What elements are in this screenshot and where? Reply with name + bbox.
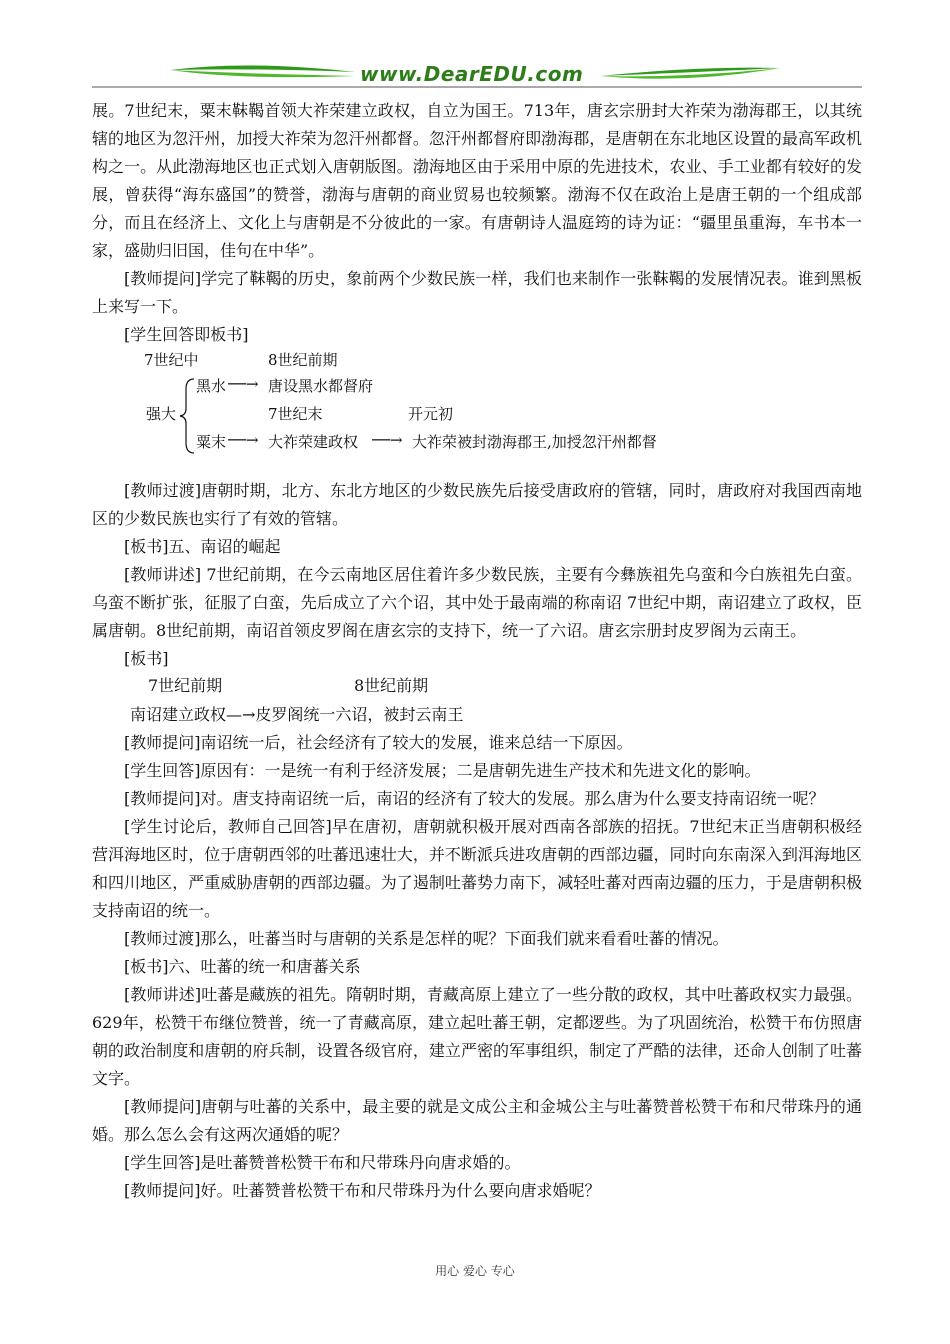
diagram-label: 开元初 (408, 405, 454, 423)
site-logo[interactable]: www.DearEDU.com (360, 62, 584, 86)
arrow-icon: ──→ (372, 431, 403, 449)
diagram-label: 7世纪中 (144, 351, 199, 369)
paragraph: [学生讨论后，教师自己回答]早在唐初，唐朝就积极开展对西南各部族的招抚。7世纪末正当唐朝积极经营洱海地区时，位于唐朝西邻的吐蕃迅速壮大，并不断派兵进攻唐朝的西部边疆，同时向东南深入到洱海地区和四川地区，严重威胁唐朝的西部边疆。为了遏制吐蕃势力南下，减轻吐蕃对西南边疆的压力，于是唐朝积极支持南诏的统一。 (92, 817, 862, 920)
paragraph: [学生回答]是吐蕃赞普松赞干布和尺带珠丹向唐求婚的。 (124, 1153, 521, 1172)
paragraph: [教师提问]南诏统一后，社会经济有了较大的发展，谁来总结一下原因。 (124, 733, 633, 752)
arrow-icon: ──→ (228, 431, 259, 449)
mohe-development-diagram (92, 349, 862, 477)
paragraph: [板书]六、吐蕃的统一和唐蕃关系 (124, 957, 361, 976)
paragraph: [教师提问]唐朝与吐蕃的关系中，最主要的就是文成公主和金城公主与吐蕃赞普松赞干布和尺带珠丹的通婚。那么怎么会有这两次通婚的呢？ (92, 1097, 862, 1144)
nanzhao-board-timeline (92, 673, 862, 701)
paragraph: [学生回答]原因有：一是统一有利于经济发展；二是唐朝先进生产技术和先进文化的影响。 (124, 761, 761, 780)
diagram-label: 8世纪前期 (354, 676, 429, 695)
paragraph: [教师提问]学完了靺鞨的历史，象前两个少数民族一样，我们也来制作一张靺鞨的发展情况表。谁到黑板上来写一下。 (92, 269, 862, 316)
page-header (0, 0, 950, 95)
diagram-label: 8世纪前期 (268, 351, 338, 369)
brace-icon (92, 349, 212, 477)
diagram-label: 强大 (146, 405, 177, 423)
document-body (92, 97, 862, 1205)
paragraph: [教师提问]对。唐支持南诏统一后，南诏的经济有了较大的发展。那么唐为什么要支持南诏统一呢？ (124, 789, 825, 808)
diagram-label: 大祚荣被封渤海郡王,加授忽汗州都督 (412, 433, 657, 451)
diagram-label: 粟末 (196, 433, 227, 451)
paragraph: [板书]五、南诏的崛起 (124, 537, 281, 556)
paragraph: [板书] (124, 649, 169, 668)
paragraph: [教师提问]好。吐蕃赞普松赞干布和尺带珠丹为什么要向唐求婚呢？ (124, 1181, 601, 1200)
paragraph: [学生回答即板书] (124, 325, 249, 344)
page-footer: 用心 爱心 专心 (435, 1264, 515, 1278)
paragraph: 展。7世纪末，粟末靺鞨首领大祚荣建立政权，自立为国王。713年，唐玄宗册封大祚荣为渤海郡王，以其统辖的地区为忽汗州，加授大祚荣为忽汗州都督。忽汗州都督府即渤海郡，是唐朝在东北地区设置的最高军政机构之一。从此渤海地区也正式划入唐朝版图。渤海地区由于采用中原的先进技术，农业、手工业都有较好的发展，曾获得“海东盛国”的赞誉，渤海与唐朝的商业贸易也较频繁。渤海不仅在政治上是唐王朝的一个组成部分，而且在经济上、文化上与唐朝是不分彼此的一家。有唐朝诗人温庭筠的诗为证：“疆里虽重海，车书本一家，盛勋归旧国，佳句在中华”。 (92, 101, 862, 260)
paragraph: [教师过渡]唐朝时期，北方、东北方地区的少数民族先后接受唐政府的管辖，同时，唐政府对我国西南地区的少数民族也实行了有效的管辖。 (92, 481, 862, 528)
diagram-label: 7世纪前期 (148, 676, 223, 695)
diagram-label: 大祚荣建政权 (268, 433, 359, 451)
diagram-label: 7世纪末 (268, 405, 323, 423)
arrow-icon: ──→ (228, 375, 259, 393)
diagram-label: 唐设黑水都督府 (268, 377, 374, 395)
paragraph: [教师讲述] 7世纪前期，在今云南地区居住着许多少数民族，主要有今彝族祖先乌蛮和今白族祖先白蛮。乌蛮不断扩张，征服了白蛮，先后成立了六个诏，其中处于最南端的称南诏 7世纪中期，南诏建立了政权，臣属唐朝。8世纪前期，南诏首领皮罗阁在唐玄宗的支持下，统一了六诏。唐玄宗册封皮罗阁为云南王。 (92, 565, 862, 640)
paragraph: [教师过渡]那么，吐蕃当时与唐朝的关系是怎样的呢？下面我们就来看看吐蕃的情况。 (124, 929, 729, 948)
nanzhao-board-line: 南诏建立政权—→皮罗阁统一六诏，被封云南王 (130, 705, 464, 724)
diagram-label: 黑水 (196, 377, 227, 395)
paragraph: [教师讲述]吐蕃是藏族的祖先。隋朝时期，青藏高原上建立了一些分散的政权，其中吐蕃政权实力最强。629年，松赞干布继位赞普，统一了青藏高原，建立起吐蕃王朝，定都逻些。为了巩固统治，松赞干布仿照唐朝的政治制度和唐朝的府兵制，设置各级官府，建立严密的军事组织，制定了严酷的法律，还命人创制了吐蕃文字。 (92, 985, 862, 1088)
